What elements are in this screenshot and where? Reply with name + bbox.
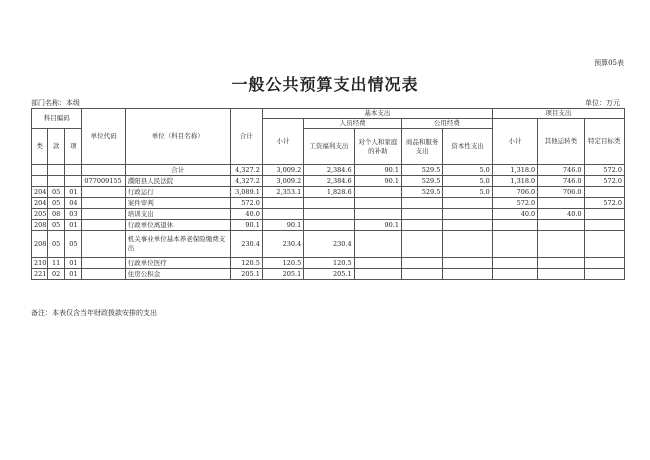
capital-expense-cell: [443, 258, 492, 269]
section-cell: 05: [48, 198, 65, 209]
unit-name-cell: 培训支出: [125, 209, 230, 220]
header-total: 合计: [230, 109, 262, 165]
table-row: [32, 209, 625, 220]
specific-target-cell: [584, 269, 624, 280]
unit-code-cell: [82, 209, 125, 220]
other-operation-cell: [538, 269, 584, 280]
table-header: [32, 109, 625, 165]
header-basic-subtotal: 小计: [262, 119, 303, 165]
capital-expense-cell: [443, 269, 492, 280]
unit-code-cell: 077009155: [82, 176, 125, 187]
header-capital-expense: 资本性支出: [443, 129, 492, 165]
goods-services-cell: 529.5: [402, 176, 443, 187]
salary-welfare-cell: 2,384.6: [304, 165, 354, 176]
category-cell: [32, 176, 48, 187]
table-row: [32, 258, 625, 269]
header-other-operation: 其他运转类: [538, 119, 584, 165]
unit-code-cell: [82, 165, 125, 176]
specific-target-cell: [584, 220, 624, 231]
category-cell: 221: [32, 269, 48, 280]
basic-subtotal-cell: 3,009.2: [262, 176, 303, 187]
unit-code-cell: [82, 187, 125, 198]
basic-subtotal-cell: 90.1: [262, 220, 303, 231]
project-subtotal-cell: [492, 231, 537, 258]
category-cell: 204: [32, 187, 48, 198]
other-operation-cell: [538, 231, 584, 258]
total-cell: 230.4: [230, 231, 262, 258]
header-project-subtotal: 小计: [492, 119, 537, 165]
salary-welfare-cell: [304, 209, 354, 220]
capital-expense-cell: 5.0: [443, 165, 492, 176]
unit-name-cell: 行政运行: [125, 187, 230, 198]
capital-expense-cell: 5.0: [443, 176, 492, 187]
other-operation-cell: [538, 220, 584, 231]
salary-welfare-cell: 1,828.6: [304, 187, 354, 198]
specific-target-cell: [584, 258, 624, 269]
header-subject-code: 科目编码: [32, 109, 82, 129]
salary-welfare-cell: [304, 198, 354, 209]
header-goods-services: 商品和服务支出: [402, 129, 443, 165]
salary-welfare-cell: 205.1: [304, 269, 354, 280]
item-cell: 03: [65, 209, 82, 220]
total-cell: 572.0: [230, 198, 262, 209]
basic-subtotal-cell: 3,009.2: [262, 165, 303, 176]
header-category: 类: [32, 129, 48, 165]
total-cell: 205.1: [230, 269, 262, 280]
header-individual-subsidy: 对个人和家庭的补助: [354, 129, 401, 165]
individual-subsidy-cell: [354, 269, 401, 280]
other-operation-cell: 746.0: [538, 176, 584, 187]
salary-welfare-cell: [304, 220, 354, 231]
project-subtotal-cell: [492, 220, 537, 231]
specific-target-cell: [584, 231, 624, 258]
section-cell: 08: [48, 209, 65, 220]
individual-subsidy-cell: [354, 231, 401, 258]
other-operation-cell: 706.0: [538, 187, 584, 198]
capital-expense-cell: [443, 220, 492, 231]
item-cell: 01: [65, 187, 82, 198]
capital-expense-cell: 5.0: [443, 187, 492, 198]
total-cell: 120.5: [230, 258, 262, 269]
unit-name-cell: 机关事业单位基本养老保险缴费支出: [125, 231, 230, 258]
department-label: 部门名称：本级: [31, 99, 80, 107]
section-cell: 02: [48, 269, 65, 280]
expenditure-table: [31, 108, 625, 280]
individual-subsidy-cell: [354, 198, 401, 209]
individual-subsidy-cell: 90.1: [354, 220, 401, 231]
header-public-funds: 公用经费: [402, 119, 493, 129]
project-subtotal-cell: 1,318.0: [492, 176, 537, 187]
page-title: 一般公共预算支出情况表: [231, 75, 419, 94]
capital-expense-cell: [443, 198, 492, 209]
footnote: 备注：本表仅含当年财政拨款安排的支出: [31, 309, 157, 317]
specific-target-cell: 572.0: [584, 198, 624, 209]
project-subtotal-cell: 706.0: [492, 187, 537, 198]
goods-services-cell: [402, 231, 443, 258]
category-cell: 205: [32, 209, 48, 220]
goods-services-cell: [402, 269, 443, 280]
basic-subtotal-cell: [262, 198, 303, 209]
section-cell: [48, 176, 65, 187]
table-row: [32, 187, 625, 198]
category-cell: [32, 165, 48, 176]
item-cell: 01: [65, 220, 82, 231]
total-cell: 3,089.1: [230, 187, 262, 198]
unit-label: 单位：万元: [585, 99, 620, 107]
other-operation-cell: [538, 198, 584, 209]
header-project-expense: 项目支出: [492, 109, 624, 119]
category-cell: 204: [32, 198, 48, 209]
individual-subsidy-cell: 90.1: [354, 176, 401, 187]
unit-code-cell: [82, 269, 125, 280]
item-cell: 05: [65, 231, 82, 258]
header-section: 款: [48, 129, 65, 165]
goods-services-cell: 529.5: [402, 187, 443, 198]
section-cell: 05: [48, 220, 65, 231]
capital-expense-cell: [443, 231, 492, 258]
item-cell: 01: [65, 258, 82, 269]
item-cell: 04: [65, 198, 82, 209]
specific-target-cell: [584, 187, 624, 198]
unit-name-cell: 行政单位医疗: [125, 258, 230, 269]
header-salary-welfare: 工资福利支出: [304, 129, 354, 165]
individual-subsidy-cell: [354, 209, 401, 220]
table-row: [32, 165, 625, 176]
basic-subtotal-cell: 2,353.1: [262, 187, 303, 198]
individual-subsidy-cell: [354, 258, 401, 269]
individual-subsidy-cell: [354, 187, 401, 198]
item-cell: 01: [65, 269, 82, 280]
category-cell: 210: [32, 258, 48, 269]
goods-services-cell: [402, 209, 443, 220]
total-cell: 40.0: [230, 209, 262, 220]
total-cell: 4,327.2: [230, 165, 262, 176]
table-row: [32, 269, 625, 280]
unit-name-cell: 合计: [125, 165, 230, 176]
table-body: [32, 165, 625, 280]
salary-welfare-cell: 120.5: [304, 258, 354, 269]
capital-expense-cell: [443, 209, 492, 220]
category-cell: 208: [32, 220, 48, 231]
unit-code-cell: [82, 220, 125, 231]
project-subtotal-cell: 40.0: [492, 209, 537, 220]
section-cell: [48, 165, 65, 176]
unit-code-cell: [82, 231, 125, 258]
salary-welfare-cell: 2,384.6: [304, 176, 354, 187]
header-unit-name: 单位（科目名称）: [125, 109, 230, 165]
unit-name-cell: 案件审判: [125, 198, 230, 209]
unit-code-cell: [82, 198, 125, 209]
category-cell: 208: [32, 231, 48, 258]
goods-services-cell: [402, 258, 443, 269]
goods-services-cell: 529.5: [402, 165, 443, 176]
salary-welfare-cell: 230.4: [304, 231, 354, 258]
specific-target-cell: 572.0: [584, 176, 624, 187]
individual-subsidy-cell: 90.1: [354, 165, 401, 176]
item-cell: [65, 176, 82, 187]
basic-subtotal-cell: 205.1: [262, 269, 303, 280]
section-cell: 05: [48, 187, 65, 198]
specific-target-cell: 572.0: [584, 165, 624, 176]
table-row: [32, 198, 625, 209]
basic-subtotal-cell: 120.5: [262, 258, 303, 269]
unit-code-cell: [82, 258, 125, 269]
project-subtotal-cell: 572.0: [492, 198, 537, 209]
other-operation-cell: 40.0: [538, 209, 584, 220]
header-basic-expense: 基本支出: [262, 109, 492, 119]
goods-services-cell: [402, 198, 443, 209]
goods-services-cell: [402, 220, 443, 231]
basic-subtotal-cell: 230.4: [262, 231, 303, 258]
table-row: [32, 176, 625, 187]
total-cell: 4,327.2: [230, 176, 262, 187]
unit-name-cell: 住房公积金: [125, 269, 230, 280]
section-cell: 11: [48, 258, 65, 269]
total-cell: 90.1: [230, 220, 262, 231]
project-subtotal-cell: [492, 269, 537, 280]
unit-name-cell: 濮阳县人民法院: [125, 176, 230, 187]
item-cell: [65, 165, 82, 176]
header-unit-code: 单位代码: [82, 109, 125, 165]
header-personnel: 人员经费: [304, 119, 402, 129]
header-item: 项: [65, 129, 82, 165]
header-specific-target: 特定目标类: [584, 119, 624, 165]
basic-subtotal-cell: [262, 209, 303, 220]
project-subtotal-cell: [492, 258, 537, 269]
specific-target-cell: [584, 209, 624, 220]
table-row: [32, 220, 625, 231]
section-cell: 05: [48, 231, 65, 258]
table-row: [32, 231, 625, 258]
other-operation-cell: 746.0: [538, 165, 584, 176]
unit-name-cell: 行政单位离退休: [125, 220, 230, 231]
form-number: 预算05表: [594, 59, 624, 67]
project-subtotal-cell: 1,318.0: [492, 165, 537, 176]
other-operation-cell: [538, 258, 584, 269]
